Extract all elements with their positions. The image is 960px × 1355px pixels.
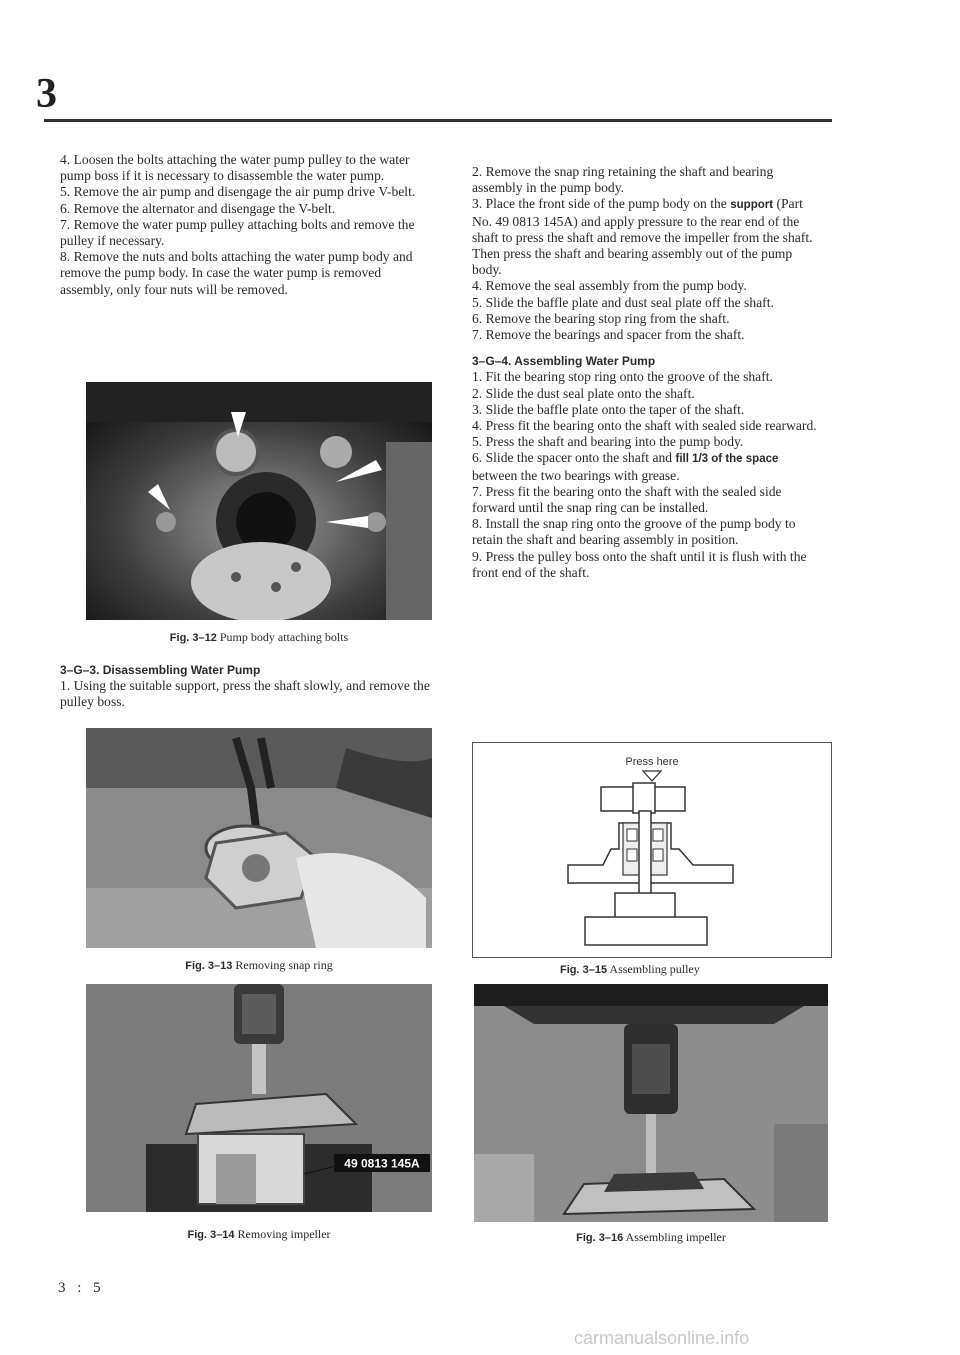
fig-3-12-photo (86, 382, 432, 620)
assembly-step-9: 9. Press the pulley boss onto the shaft until it is flush with the front end of the shaft. (472, 548, 807, 580)
assembly-step-8: 8. Install the snap ring onto the groove of the pump body to retain the shaft and bearing assembly in position. (472, 516, 796, 548)
section-heading-3g4: 3–G–4. Assembling Water Pump (472, 354, 656, 369)
section-heading-3g3: 3–G–3. Disassembling Water Pump (60, 663, 261, 677)
fig-3-13-caption (86, 958, 432, 973)
step-6-remove-stop-ring: 6. Remove the bearing stop ring from the shaft. (472, 310, 730, 326)
step-2-remove-snap-ring: 2. Remove the snap ring retaining the shaft and bearing assembly in the pump body. (472, 164, 774, 196)
assembly-step-5: 5. Press the shaft and bearing into the pump body. (472, 434, 744, 450)
assembly-step-1: 1. Fit the bearing stop ring onto the groove of the shaft. (472, 369, 773, 385)
step-3-post: (Part No. 49 0813 145A) and apply pressure to the rear end of the shaft to press the shaft and remove the impeller from the shaft. (472, 196, 813, 245)
fig-3-16-number: Fig. 3–16 (576, 1232, 624, 1244)
step-3-continuation: Then press the shaft and bearing assembly out of the pump body. (472, 246, 793, 278)
fig-3-12-number: Fig. 3–12 (169, 632, 217, 644)
fig-3-13-photo (86, 728, 432, 948)
press-arrow-icon (643, 771, 661, 781)
header-rule (44, 119, 832, 122)
assembly-step-3: 3. Slide the baffle plate onto the taper of the shaft. (472, 401, 745, 417)
fig-3-16-text: Assembling impeller (625, 1230, 726, 1244)
step-4-loosen-bolts: 4. Loosen the bolts attaching the water pump pulley to the water pump boss if it is necessary to disassemble the water pump. (60, 152, 410, 184)
step-4-remove-seal: 4. Remove the seal assembly from the pump body. (472, 278, 747, 294)
fig-3-14-caption (86, 1227, 432, 1242)
left-column-text (60, 152, 430, 298)
fig-3-14-text: Removing impeller (237, 1227, 331, 1241)
fig-3-12-caption (86, 630, 432, 645)
step-7-remove-pulley: 7. Remove the water pump pulley attaching bolts and remove the pulley if necessary. (60, 216, 415, 249)
assembly-step-2: 2. Slide the dust seal plate onto the shaft. (472, 385, 695, 401)
step-3-place-pump-body (472, 196, 824, 246)
tool-label-49-0813-145a: 49 0813 145A (344, 1156, 420, 1171)
left-section-3g3 (60, 662, 430, 711)
step-7-remove-bearings: 7. Remove the bearings and spacer from the shaft. (472, 327, 745, 343)
step-3-pre: 3. Place the front side of the pump body on the (472, 196, 727, 212)
fig-3-15-diagram (472, 742, 832, 958)
assembly-step-6 (472, 450, 824, 483)
step-8-remove-pump-body: 8. Remove the nuts and bolts attaching the water pump body and remove the pump body. In case the water pump is removed assembly, only four nuts will be removed. (60, 249, 413, 297)
press-here-label: Press here (625, 756, 679, 768)
fig-3-13-number: Fig. 3–13 (185, 960, 233, 972)
fig-3-14-photo (86, 984, 432, 1212)
step-5-remove-air-pump: 5. Remove the air pump and disengage the air pump drive V-belt. (60, 184, 416, 200)
watermark-text: carmanualsonline.info (574, 1328, 750, 1348)
right-column-text (472, 164, 824, 581)
assembly-step-4: 4. Press fit the bearing onto the shaft with sealed side rearward. (472, 418, 817, 434)
fig-3-15-text: Assembling pulley (609, 962, 700, 976)
assembly-step-7: 7. Press fit the bearing onto the shaft with the sealed side forward until the snap ring can be installed. (472, 483, 782, 516)
step-1-press-shaft: 1. Using the suitable support, press the shaft slowly, and remove the pulley boss. (60, 678, 430, 710)
step-5-slide-baffle: 5. Slide the baffle plate and dust seal plate off the shaft. (472, 294, 774, 310)
page-number: 3 : 5 (58, 1280, 105, 1296)
fig-3-12-text: Pump body attaching bolts (219, 630, 349, 644)
fig-3-15-number: Fig. 3–15 (560, 964, 608, 976)
step-6-remove-alternator: 6. Remove the alternator and disengage the V-belt. (60, 200, 336, 216)
fig-3-16-caption (474, 1230, 828, 1245)
fig-3-13-text: Removing snap ring (235, 958, 333, 972)
fig-3-14-number: Fig. 3–14 (187, 1229, 235, 1241)
step-6-post: between the two bearings with grease. (472, 467, 680, 483)
chapter-number: 3 (36, 71, 57, 117)
step-6-pre: 6. Slide the spacer onto the shaft and (472, 450, 673, 466)
step-6-fill-bold: fill 1/3 of the space (675, 453, 779, 466)
fig-3-16-photo (474, 984, 828, 1222)
fig-3-15-caption (472, 962, 830, 977)
step-3-support-bold: support (730, 199, 774, 212)
